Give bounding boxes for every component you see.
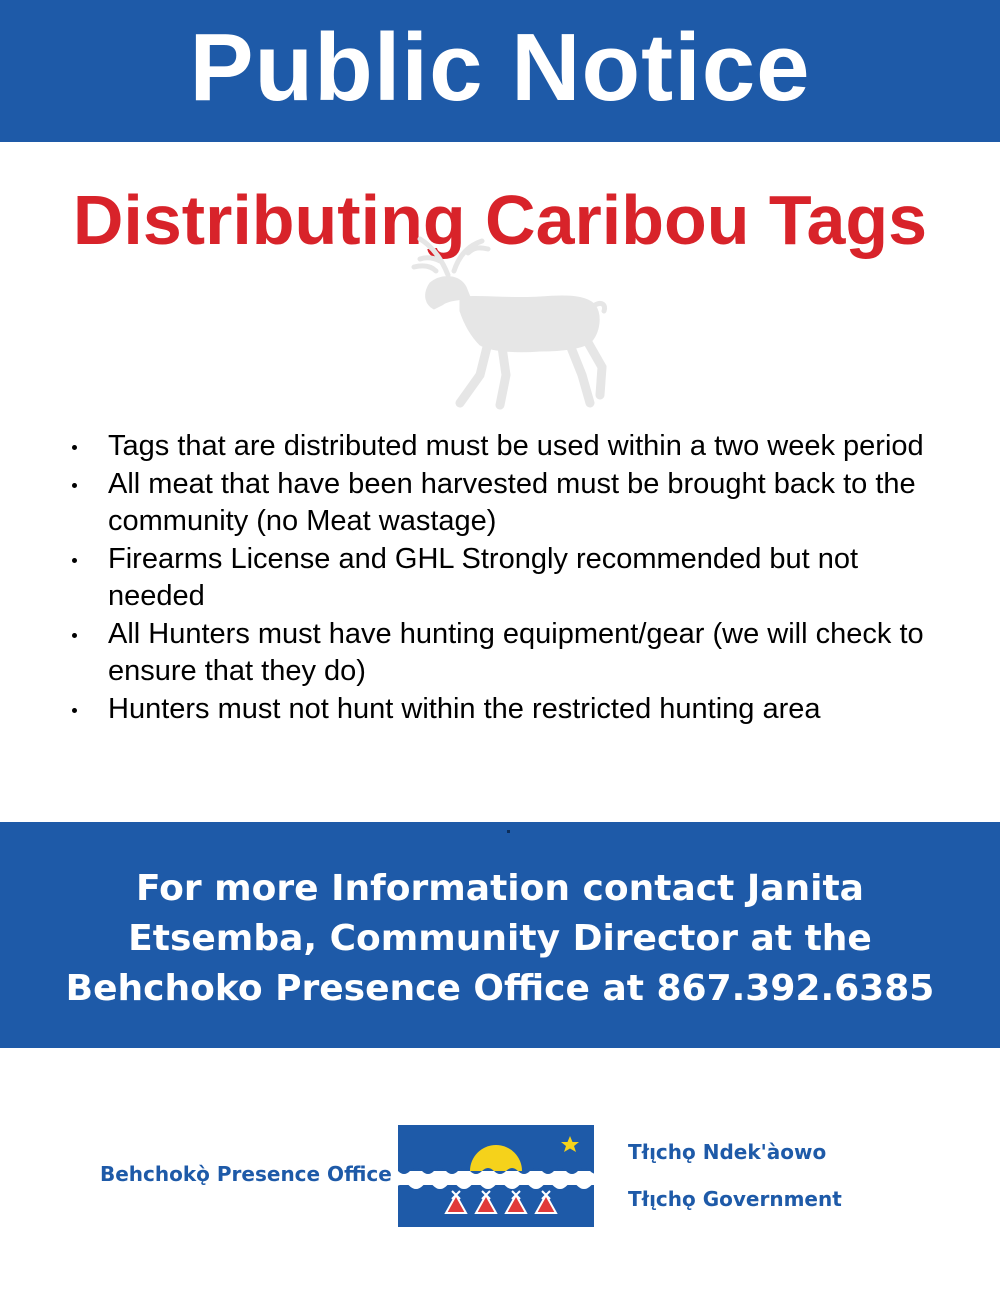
notice-subtitle: Distributing Caribou Tags <box>72 181 928 259</box>
tlicho-flag-logo <box>398 1125 594 1227</box>
bullet-icon <box>72 708 77 713</box>
list-item: All meat that have been harvested must be brought back to the community (no Meat wastage) <box>62 466 962 541</box>
contact-info <box>60 864 940 1014</box>
contact-line: Etsemba, Community Director at the <box>128 918 872 959</box>
government-name-tlicho: Tłı̨chǫ Ndek'àowo <box>628 1140 827 1164</box>
bullet-icon <box>72 558 77 563</box>
office-name: Behchokǫ̀ Presence Office <box>100 1162 392 1186</box>
bullet-icon <box>72 483 77 488</box>
list-item: Tags that are distributed must be used within a two week period <box>62 428 962 466</box>
rules-list <box>62 428 962 728</box>
header-band <box>0 0 1000 142</box>
caribou-icon <box>390 235 610 410</box>
page-title: Public Notice <box>189 14 811 121</box>
list-item: Hunters must not hunt within the restricted hunting area <box>62 691 962 729</box>
list-item: All Hunters must have hunting equipment/gear (we will check to ensure that they do) <box>62 616 962 691</box>
bullet-icon <box>72 633 77 638</box>
contact-line: For more Information contact Janita <box>136 868 864 909</box>
government-name-english: Tłı̨chǫ Government <box>628 1187 842 1211</box>
contact-line: Behchoko Presence Office at 867.392.6385 <box>65 968 935 1009</box>
bullet-icon <box>72 445 77 450</box>
list-item: Firearms License and GHL Strongly recommended but not needed <box>62 541 962 616</box>
contact-band <box>0 822 1000 1048</box>
